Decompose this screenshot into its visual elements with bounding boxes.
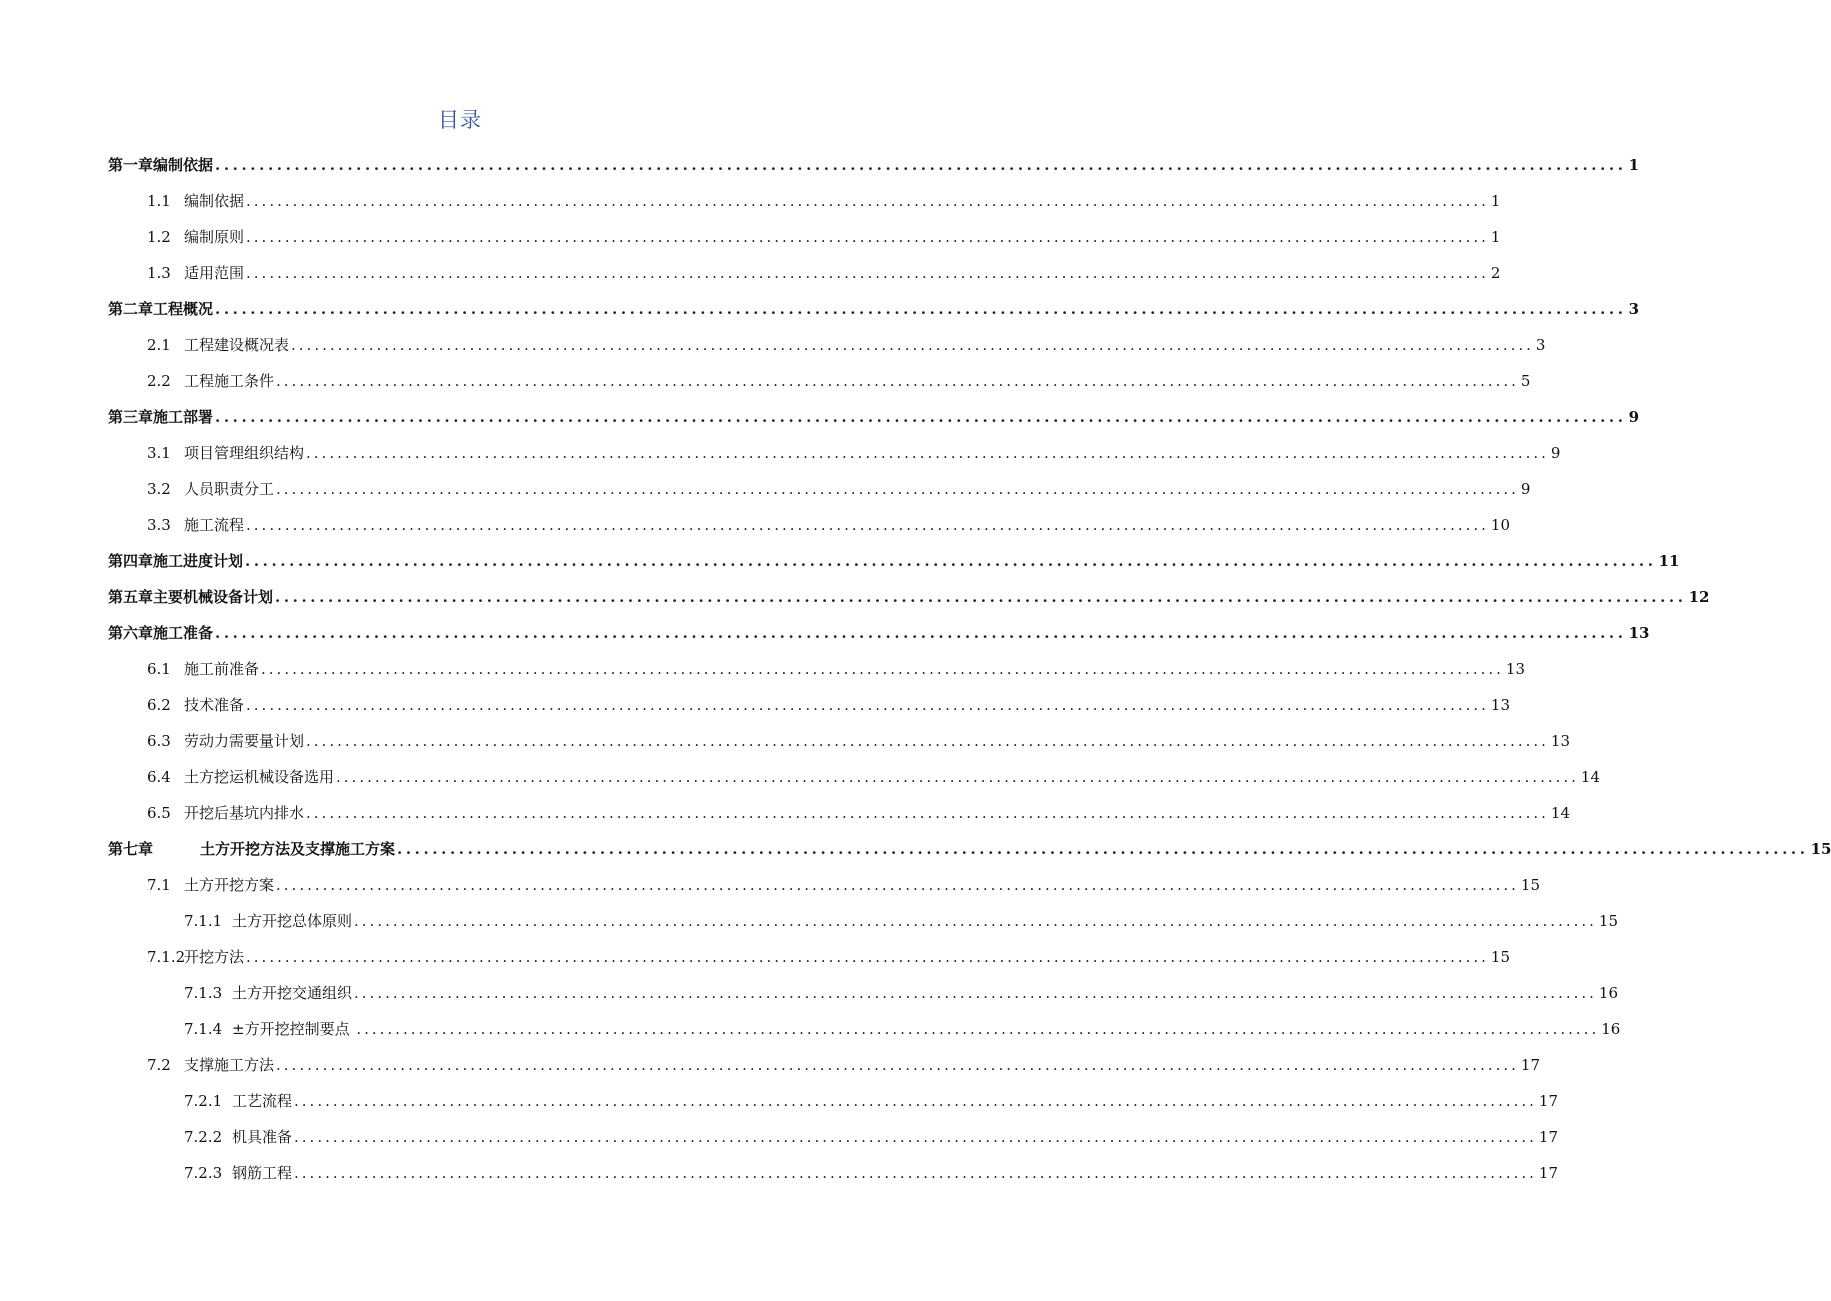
toc-entry-page: 13 xyxy=(1505,660,1525,678)
toc-entry-number: 7.1.2 xyxy=(147,948,186,966)
toc-entry[interactable] xyxy=(147,478,1531,502)
toc-entry-number: 7.2.3 xyxy=(184,1164,223,1182)
toc-entry-text: 第一章编制依据 xyxy=(108,156,214,174)
dot-leader: ................................................................................................................................................................ xyxy=(397,840,1809,858)
toc-entry-number: 3.3 xyxy=(147,516,171,534)
toc-entry-page: 13 xyxy=(1550,732,1570,750)
toc-entry-label xyxy=(147,766,334,787)
toc-entry-label xyxy=(184,982,352,1003)
dot-leader: ................................................................................................................................................................ xyxy=(356,1020,1600,1038)
toc-entry-number: 3.2 xyxy=(147,480,171,498)
toc-entry-label xyxy=(147,1054,274,1075)
toc-entry-label xyxy=(108,406,213,427)
toc-entry-label xyxy=(147,694,244,715)
toc-entry[interactable] xyxy=(108,586,1710,610)
dot-leader: ................................................................................................................................................................ xyxy=(275,588,1687,606)
toc-entry-label xyxy=(147,946,244,967)
toc-entry-text: 土方挖运机械设备选用 xyxy=(184,768,335,786)
toc-entry-label xyxy=(147,730,304,751)
toc-entry[interactable] xyxy=(184,982,1618,1006)
toc-entry-number: 7.1 xyxy=(147,876,171,894)
toc-entry[interactable] xyxy=(147,766,1600,790)
toc-entry-label xyxy=(147,478,274,499)
toc-entry-number: 6.5 xyxy=(147,804,171,822)
toc-entry-page: 2 xyxy=(1490,264,1501,282)
toc-entry-page: 9 xyxy=(1520,480,1531,498)
toc-entry-number: 2.1 xyxy=(147,336,171,354)
toc-entry[interactable] xyxy=(147,874,1540,898)
toc-entry-text: 第六章施工准备 xyxy=(108,624,214,642)
toc-entry[interactable] xyxy=(184,1126,1558,1150)
dot-leader: ................................................................................................................................................................ xyxy=(246,948,1489,966)
dot-leader: ................................................................................................................................................................ xyxy=(291,336,1534,354)
toc-entry[interactable] xyxy=(184,1018,1621,1042)
toc-entry-text: 人员职责分工 xyxy=(184,480,275,498)
toc-entry-page: 9 xyxy=(1550,444,1561,462)
toc-entry-label xyxy=(147,658,259,679)
toc-entry[interactable] xyxy=(108,550,1680,574)
toc-entry-text: 工艺流程 xyxy=(232,1092,293,1110)
toc-entry-page: 14 xyxy=(1550,804,1570,822)
toc-title: 目录 xyxy=(438,108,482,132)
toc-entry-label xyxy=(184,1018,354,1039)
dot-leader: ................................................................................................................................................................ xyxy=(246,192,1489,210)
dot-leader: ................................................................................................................................................................ xyxy=(306,804,1549,822)
dot-leader: ................................................................................................................................................................ xyxy=(215,408,1627,426)
dot-leader: ................................................................................................................................................................ xyxy=(246,264,1489,282)
dot-leader: ................................................................................................................................................................ xyxy=(306,444,1549,462)
toc-entry-number: 1.1 xyxy=(147,192,171,210)
toc-entry-text: 土方开挖总体原则 xyxy=(232,912,353,930)
toc-entry-text: 编制依据 xyxy=(184,192,245,210)
toc-entry[interactable] xyxy=(147,694,1510,718)
toc-entry-text: 土方开挖方案 xyxy=(184,876,275,894)
dot-leader: ................................................................................................................................................................ xyxy=(354,912,1597,930)
toc-entry-page: 17 xyxy=(1538,1092,1558,1110)
toc-entry[interactable] xyxy=(147,514,1510,538)
dot-leader: ................................................................................................................................................................ xyxy=(215,300,1627,318)
toc-entry-text: 支撑施工方法 xyxy=(184,1056,275,1074)
toc-entry-label xyxy=(184,1090,292,1111)
toc-entry[interactable] xyxy=(108,406,1639,430)
toc-entry-page: 15 xyxy=(1490,948,1510,966)
toc-entry-text: 工程建设概况表 xyxy=(184,336,290,354)
toc-entry[interactable] xyxy=(147,334,1546,358)
toc-entry-number: 1.3 xyxy=(147,264,171,282)
toc-entry-text: 土方开挖交通组织 xyxy=(232,984,353,1002)
toc-entry[interactable] xyxy=(147,262,1501,286)
toc-entry-label xyxy=(147,802,304,823)
toc-entry-page: 17 xyxy=(1538,1164,1558,1182)
dot-leader: ................................................................................................................................................................ xyxy=(276,372,1519,390)
toc-entry-label xyxy=(147,226,244,247)
toc-entry-text: 工程施工条件 xyxy=(184,372,275,390)
dot-leader: ................................................................................................................................................................ xyxy=(294,1128,1537,1146)
toc-entry-page: 17 xyxy=(1520,1056,1540,1074)
toc-entry[interactable] xyxy=(184,910,1618,934)
toc-entry-number: 6.4 xyxy=(147,768,171,786)
toc-entry-page: 1 xyxy=(1490,192,1501,210)
toc-entry-label xyxy=(108,586,273,607)
dot-leader: ................................................................................................................................................................ xyxy=(294,1092,1537,1110)
dot-leader: ................................................................................................................................................................ xyxy=(306,732,1549,750)
toc-entry-number: 7.1.1 xyxy=(184,912,223,930)
toc-entry-text: 开挖方法 xyxy=(184,948,245,966)
dot-leader: ................................................................................................................................................................ xyxy=(336,768,1579,786)
toc-entry-page: 13 xyxy=(1628,624,1650,642)
toc-entry-page: 13 xyxy=(1490,696,1510,714)
toc-entry[interactable] xyxy=(147,226,1501,250)
toc-entry-text: 项目管理组织结构 xyxy=(184,444,305,462)
toc-entry-text: 机具准备 xyxy=(232,1128,293,1146)
toc-entry[interactable] xyxy=(147,658,1525,682)
toc-entry-text: 适用范围 xyxy=(184,264,245,282)
toc-entry-page: 1 xyxy=(1490,228,1501,246)
dot-leader: ................................................................................................................................................................ xyxy=(276,480,1519,498)
toc-entry-page: 5 xyxy=(1520,372,1531,390)
dot-leader: ................................................................................................................................................................ xyxy=(215,624,1627,642)
toc-entry-label xyxy=(108,550,243,571)
toc-entry-text: 第二章工程概况 xyxy=(108,300,214,318)
toc-entry-text: 第五章主要机械设备计划 xyxy=(108,588,274,606)
dot-leader: ................................................................................................................................................................ xyxy=(245,552,1657,570)
toc-entry-label xyxy=(108,154,213,175)
toc-entry-page: 10 xyxy=(1490,516,1510,534)
toc-entry-number: 1.2 xyxy=(147,228,171,246)
dot-leader: ................................................................................................................................................................ xyxy=(246,516,1489,534)
toc-entry-number: 7.1.4 xyxy=(184,1020,223,1038)
toc-entry[interactable] xyxy=(184,1162,1558,1186)
toc-entry-text: 开挖后基坑内排水 xyxy=(184,804,305,822)
toc-entry-number: 6.3 xyxy=(147,732,171,750)
toc-entry[interactable] xyxy=(147,190,1501,214)
toc-entry-number: 7.2.2 xyxy=(184,1128,223,1146)
toc-entry-label xyxy=(147,334,289,355)
toc-entry-label xyxy=(108,298,213,319)
toc-entry-label xyxy=(108,838,395,859)
toc-entry-text: 施工前准备 xyxy=(184,660,260,678)
toc-entry-text: 施工流程 xyxy=(184,516,245,534)
toc-entry-number: 3.1 xyxy=(147,444,171,462)
toc-entry-text: 第四章施工进度计划 xyxy=(108,552,244,570)
toc-entry-page: 16 xyxy=(1598,984,1618,1002)
toc-entry-label xyxy=(147,190,244,211)
toc-entry-number: 2.2 xyxy=(147,372,171,390)
toc-entry-page: 14 xyxy=(1580,768,1600,786)
toc-entry-page: 15 xyxy=(1598,912,1618,930)
dot-leader: ................................................................................................................................................................ xyxy=(276,876,1519,894)
toc-entry-page: 16 xyxy=(1601,1020,1621,1038)
toc-entry[interactable] xyxy=(147,370,1531,394)
toc-entry-number: 7.2.1 xyxy=(184,1092,223,1110)
toc-entry[interactable] xyxy=(147,730,1570,754)
toc-entry[interactable] xyxy=(108,154,1639,178)
toc-entry-page: 3 xyxy=(1535,336,1546,354)
toc-entry-page: 12 xyxy=(1688,588,1710,606)
toc-entry-number: 6.2 xyxy=(147,696,171,714)
toc-entry-label xyxy=(184,1126,292,1147)
toc-entry-label xyxy=(147,514,244,535)
toc-entry-label xyxy=(147,262,244,283)
dot-leader: ................................................................................................................................................................ xyxy=(215,156,1627,174)
toc-entry-text: 钢筋工程 xyxy=(232,1164,293,1182)
toc-entry[interactable] xyxy=(147,802,1570,826)
toc-entry-label xyxy=(108,622,213,643)
toc-entry-text: 第三章施工部署 xyxy=(108,408,214,426)
toc-entry-page: 1 xyxy=(1628,156,1639,174)
toc-entry-text: ±方开挖控制要点 xyxy=(232,1020,355,1038)
toc-entry[interactable] xyxy=(147,1054,1540,1078)
dot-leader: ................................................................................................................................................................ xyxy=(246,228,1489,246)
toc-entry-label xyxy=(147,370,274,391)
toc-entry-page: 15 xyxy=(1810,840,1831,858)
toc-entry-label xyxy=(184,910,352,931)
toc-entry-label xyxy=(184,1162,292,1183)
toc-entry-number: 7.2 xyxy=(147,1056,171,1074)
toc-entry-text: 第七章 土方开挖方法及支撑施工方案 xyxy=(108,840,396,858)
toc-entry-number: 7.1.3 xyxy=(184,984,223,1002)
toc-entry[interactable] xyxy=(108,838,1831,862)
toc-entry-page: 15 xyxy=(1520,876,1540,894)
dot-leader: ................................................................................................................................................................ xyxy=(246,696,1489,714)
dot-leader: ................................................................................................................................................................ xyxy=(354,984,1597,1002)
toc-entry-page: 3 xyxy=(1628,300,1639,318)
toc-entry-page: 17 xyxy=(1538,1128,1558,1146)
toc-entry[interactable] xyxy=(184,1090,1558,1114)
toc-entry-page: 11 xyxy=(1658,552,1680,570)
toc-entry[interactable] xyxy=(147,946,1510,970)
toc-entry[interactable] xyxy=(108,298,1639,322)
dot-leader: ................................................................................................................................................................ xyxy=(261,660,1504,678)
toc-entry-text: 编制原则 xyxy=(184,228,245,246)
toc-entry-text: 劳动力需要量计划 xyxy=(184,732,305,750)
toc-entry-label xyxy=(147,442,304,463)
toc-entry-number: 6.1 xyxy=(147,660,171,678)
toc-entry-text: 技术准备 xyxy=(184,696,245,714)
dot-leader: ................................................................................................................................................................ xyxy=(276,1056,1519,1074)
dot-leader: ................................................................................................................................................................ xyxy=(294,1164,1537,1182)
toc-entry-page: 9 xyxy=(1628,408,1639,426)
toc-entry[interactable] xyxy=(108,622,1650,646)
toc-entry-label xyxy=(147,874,274,895)
toc-entry[interactable] xyxy=(147,442,1561,466)
